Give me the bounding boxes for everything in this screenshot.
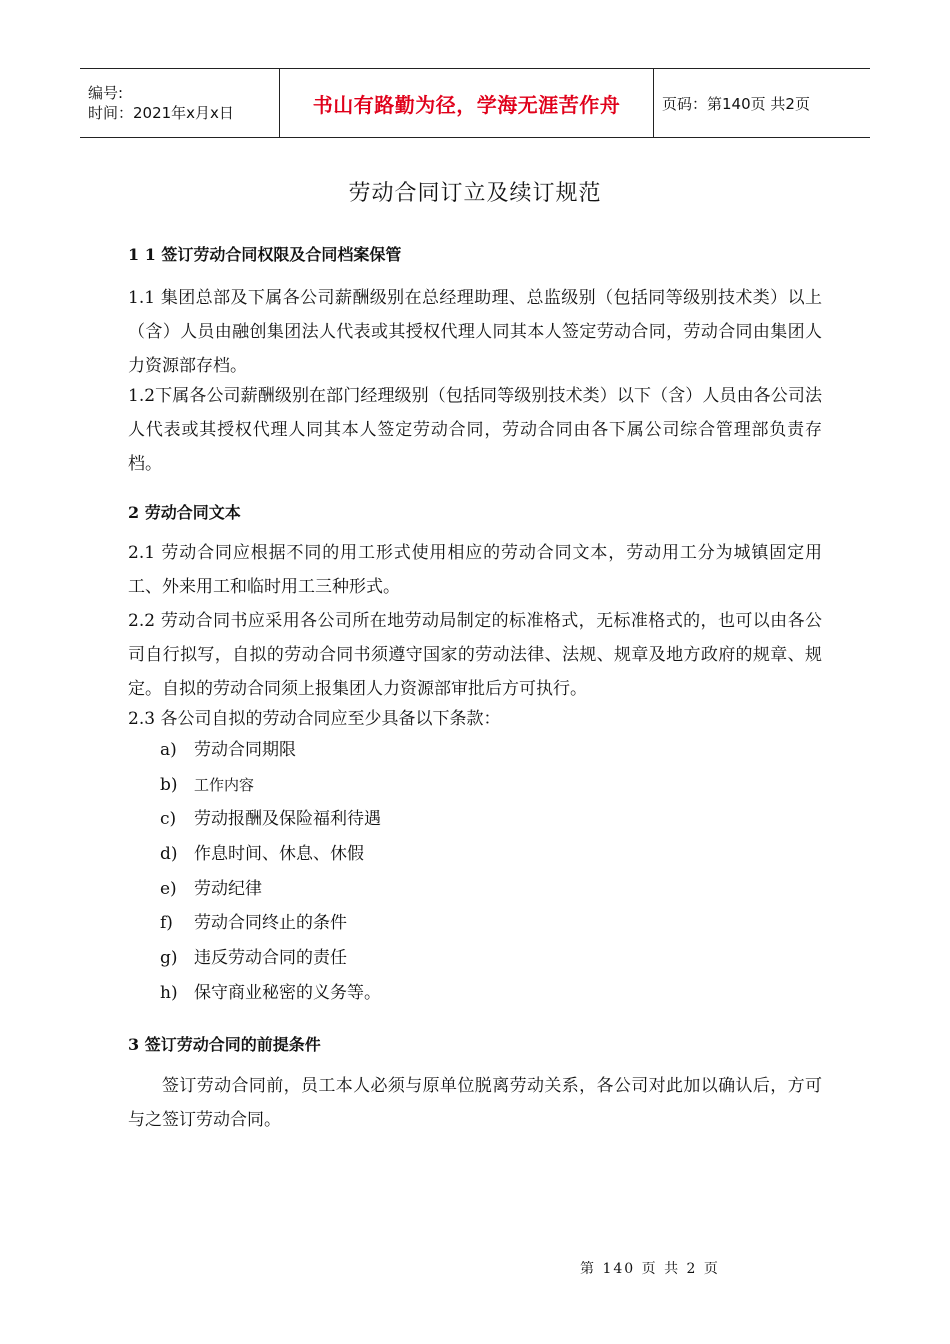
- section-heading-3: 3 签订劳动合同的前提条件: [128, 1035, 321, 1054]
- document-title: 劳动合同订立及续订规范: [348, 181, 602, 206]
- list-item-text: 劳动合同终止的条件: [194, 913, 347, 934]
- header-motto-cell: [280, 69, 654, 137]
- list-item: [160, 941, 381, 976]
- list-item: [160, 872, 381, 907]
- page-footer: 第 140 页 共 2 页: [580, 1261, 720, 1277]
- clause-list: [160, 733, 381, 1011]
- list-marker: b): [160, 774, 178, 795]
- document-time: 时间：2021年x月x日: [88, 104, 234, 122]
- list-marker: e): [160, 878, 177, 899]
- list-item: [160, 906, 381, 941]
- paragraph-2-3: 2.3 各公司自拟的劳动合同应至少具备以下条款：: [128, 709, 501, 729]
- list-item-text: 违反劳动合同的责任: [194, 948, 347, 969]
- section-heading-1: 1 1 签订劳动合同权限及合同档案保管: [128, 245, 402, 264]
- list-item: [160, 768, 381, 803]
- paragraph-1-2: 1.2下属各公司薪酬级别在部门经理级别（包括同等级别技术类）以下（含）人员由各公司法人代表或其授权代理人同其本人签定劳动合同，劳动合同由各下属公司综合管理部负责存档。: [128, 386, 822, 474]
- paragraph-2-1: 2.1 劳动合同应根据不同的用工形式使用相应的劳动合同文本，劳动用工分为城镇固定用工、外来用工和临时用工三种形式。: [128, 543, 822, 597]
- header-meta: [80, 69, 280, 137]
- paragraph-3-1: 签订劳动合同前，员工本人必须与原单位脱离劳动关系，各公司对此加以确认后，方可与之签订劳动合同。: [128, 1076, 822, 1130]
- list-marker: g): [160, 948, 178, 969]
- list-item: [160, 733, 381, 768]
- list-item-text: 作息时间、休息、休假: [194, 844, 364, 865]
- list-item-text: 劳动纪律: [194, 878, 262, 899]
- paragraph-2-2: 2.2 劳动合同书应采用各公司所在地劳动局制定的标准格式，无标准格式的，也可以由各公司自行拟写，自拟的劳动合同书须遵守国家的劳动法律、法规、规章及地方政府的规章、规定。自拟的劳动合同须上报集团人力资源部审批后方可执行。: [128, 611, 822, 699]
- list-marker: a): [160, 740, 177, 760]
- list-marker: c): [160, 809, 177, 830]
- list-item: [160, 976, 381, 1011]
- page-header: [80, 68, 870, 138]
- list-item-text: 劳动报酬及保险福利待遇: [194, 809, 381, 830]
- list-item-text: 工作内容: [194, 775, 255, 794]
- document-number-label: 编号:: [88, 84, 124, 102]
- section-heading-2: 2 劳动合同文本: [128, 503, 241, 522]
- header-page-info-cell: [654, 69, 870, 137]
- list-marker: h): [160, 982, 178, 1003]
- header-page-info: 页码：第140页 共2页: [662, 94, 810, 113]
- list-item-text: 劳动合同期限: [194, 740, 296, 760]
- list-item: [160, 802, 381, 837]
- list-item: [160, 837, 381, 872]
- header-motto: 书山有路勤为径，学海无涯苦作舟: [312, 92, 621, 117]
- list-item-text: 保守商业秘密的义务等。: [194, 982, 381, 1003]
- list-marker: f): [160, 913, 173, 934]
- paragraph-1-1: 1.1 集团总部及下属各公司薪酬级别在总经理助理、总监级别（包括同等级别技术类）以上（含）人员由融创集团法人代表或其授权代理人同其本人签定劳动合同，劳动合同由集团人力资源部存档。: [128, 288, 822, 376]
- list-marker: d): [160, 844, 178, 865]
